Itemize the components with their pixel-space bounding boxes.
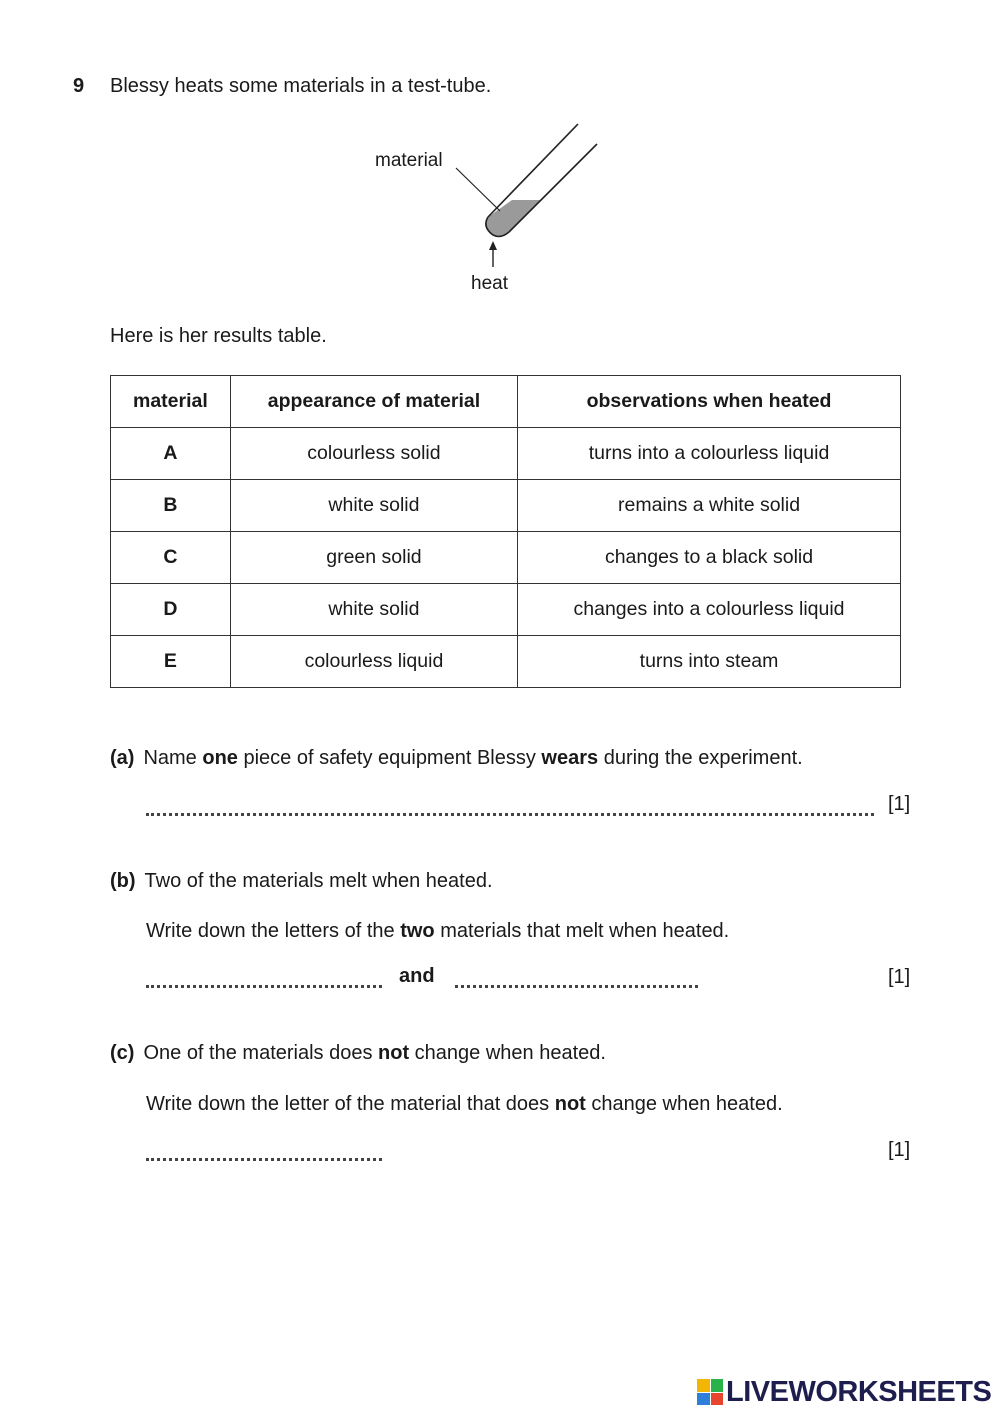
table-header-row	[111, 376, 901, 428]
results-table	[110, 375, 901, 688]
cell-material: E	[111, 636, 231, 688]
part-b-instr-bold: two	[400, 920, 435, 942]
logo-badge-cell	[697, 1393, 710, 1406]
part-c-instruction	[146, 1093, 783, 1116]
part-b-instruction	[146, 920, 729, 943]
table-row	[111, 584, 901, 636]
question-number: 9	[73, 75, 85, 97]
cell-observation: changes to a black solid	[518, 532, 901, 584]
header-observations: observations when heated	[518, 376, 901, 428]
cell-material: D	[111, 584, 231, 636]
liveworksheets-logo	[697, 1376, 993, 1408]
part-b-answer-line-2[interactable]	[455, 985, 698, 988]
part-b-instr-1: Write down the letters of the	[146, 920, 401, 942]
cell-observation: changes into a colourless liquid	[518, 584, 901, 636]
cell-material: B	[111, 480, 231, 532]
cell-observation: turns into a colourless liquid	[518, 428, 901, 480]
part-a-text-2: piece of safety equipment Blessy	[237, 747, 542, 769]
logo-badge-cell	[711, 1379, 724, 1392]
question-stem: Blessy heats some materials in a test-tube.	[110, 75, 492, 97]
cell-observation: turns into steam	[518, 636, 901, 688]
header-material: material	[111, 376, 231, 428]
part-a-text-1: Name	[143, 747, 203, 769]
part-c-text-bold: not	[378, 1042, 410, 1064]
cell-appearance: colourless solid	[230, 428, 517, 480]
cell-appearance: white solid	[230, 480, 517, 532]
material-leader-line	[456, 168, 500, 211]
part-a-answer-line[interactable]	[146, 813, 874, 816]
cell-appearance: colourless liquid	[230, 636, 517, 688]
part-c-instr-1: Write down the letter of the material that does	[146, 1093, 555, 1115]
part-b-text: Two of the materials melt when heated.	[144, 870, 493, 892]
part-c-answer-line[interactable]	[146, 1158, 382, 1161]
cell-observation: remains a white solid	[518, 480, 901, 532]
heat-label: heat	[471, 273, 508, 294]
header-appearance: appearance of material	[230, 376, 517, 428]
heat-arrow-head	[489, 241, 497, 250]
part-a-mark: [1]	[888, 793, 911, 815]
part-b-mark: [1]	[888, 966, 911, 988]
table-row	[111, 636, 901, 688]
table-row	[111, 532, 901, 584]
cell-material: C	[111, 532, 231, 584]
part-a-question	[110, 747, 803, 770]
table-row	[111, 428, 901, 480]
logo-badge-icon	[697, 1379, 723, 1405]
logo-badge-cell	[711, 1393, 724, 1406]
part-c-text-2: change when heated.	[409, 1042, 606, 1064]
part-a-bold-2: wears	[541, 747, 599, 769]
part-c-label: (c)	[110, 1042, 135, 1064]
table-row	[111, 480, 901, 532]
part-c-instr-bold: not	[554, 1093, 586, 1115]
tube-wall-right	[509, 144, 597, 232]
part-b-and: and	[399, 965, 435, 987]
part-c-mark: [1]	[888, 1139, 911, 1161]
part-c-question	[110, 1042, 606, 1065]
part-a-bold-1: one	[202, 747, 238, 769]
part-b-instr-2: materials that melt when heated.	[434, 920, 730, 942]
cell-appearance: white solid	[230, 584, 517, 636]
part-b-label: (b)	[110, 870, 136, 892]
logo-text: LIVEWORKSHEETS	[726, 1375, 992, 1408]
part-c-instr-2: change when heated.	[585, 1093, 783, 1115]
part-b-answer-line-1[interactable]	[146, 985, 382, 988]
part-c-text-1: One of the materials does	[143, 1042, 379, 1064]
part-b-question	[110, 870, 493, 893]
part-a-text-3: during the experiment.	[598, 747, 803, 769]
material-label: material	[375, 150, 443, 171]
results-intro: Here is her results table.	[110, 325, 327, 347]
cell-material: A	[111, 428, 231, 480]
cell-appearance: green solid	[230, 532, 517, 584]
part-a-label: (a)	[110, 747, 135, 769]
logo-badge-cell	[697, 1379, 710, 1392]
test-tube-diagram	[360, 115, 620, 305]
